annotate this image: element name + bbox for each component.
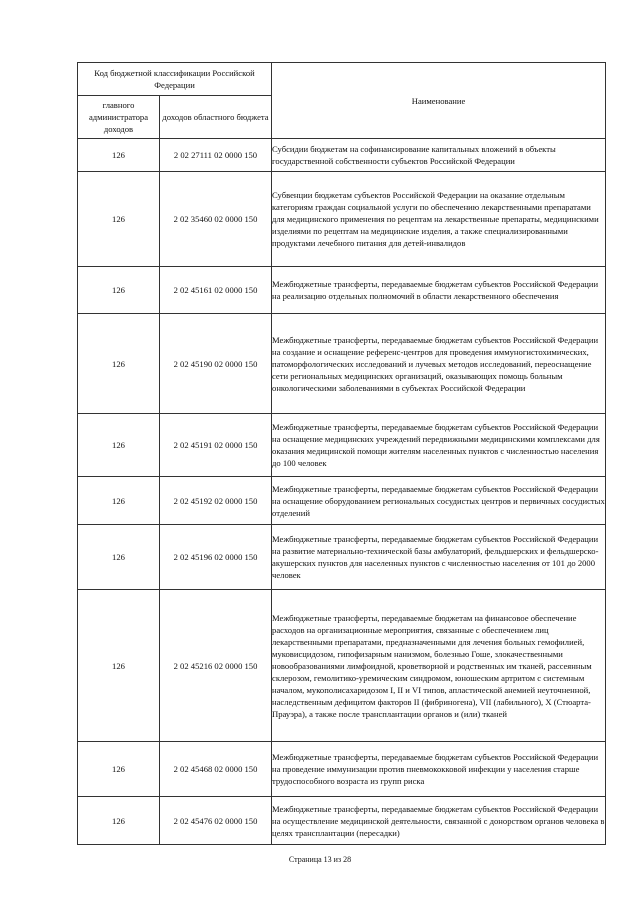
admin-code-cell: 126 [78,314,160,414]
description-cell: Субсидии бюджетам на софинансирование капитальных вложений в объекты государственной собственности субъектов Российской Федерации [272,139,606,172]
table-row [78,590,606,742]
table-row [78,414,606,477]
description-cell: Межбюджетные трансферты, передаваемые бюджетам субъектов Российской Федерации на развитие материально-технической базы амбулаторий, фельдшерских и фельдшерско-акушерских пунктов для населенных пунктов с численностью населения от 101 до 2000 человек [272,525,606,590]
description-cell: Межбюджетные трансферты, передаваемые бюджетам субъектов Российской Федерации на осуществление медицинской деятельности, связанной с донорством органов человека в целях трансплантации (пересадки) [272,797,606,845]
table-row [78,477,606,525]
revenue-code-cell: 2 02 45191 02 0000 150 [160,414,272,477]
admin-code-cell: 126 [78,267,160,314]
revenue-code-cell: 2 02 45161 02 0000 150 [160,267,272,314]
table-row [78,742,606,797]
revenue-code-cell: 2 02 45468 02 0000 150 [160,742,272,797]
table-row [78,267,606,314]
revenue-code-cell: 2 02 27111 02 0000 150 [160,139,272,172]
description-cell: Межбюджетные трансферты, передаваемые бюджетам субъектов Российской Федерации на реализацию отдельных полномочий в области лекарственного обеспечения [272,267,606,314]
revenue-code-cell: 2 02 45192 02 0000 150 [160,477,272,525]
table-header-row [78,63,606,96]
description-cell: Межбюджетные трансферты, передаваемые бюджетам субъектов Российской Федерации на оснащение медицинских учреждений передвижными медицинскими комплексами для оказания медицинской помощи жителям населенных пунктов с численностью населения до 100 человек [272,414,606,477]
admin-code-cell: 126 [78,414,160,477]
header-main-administrator: главного администратора доходов [78,96,160,139]
admin-code-cell: 126 [78,742,160,797]
table-row [78,314,606,414]
admin-code-cell: 126 [78,525,160,590]
table-row [78,797,606,845]
budget-classification-table [77,62,606,845]
header-budget-code-group: Код бюджетной классификации Российской Федерации [78,63,272,96]
admin-code-cell: 126 [78,797,160,845]
header-name: Наименование [272,63,606,139]
revenue-code-cell: 2 02 45216 02 0000 150 [160,590,272,742]
admin-code-cell: 126 [78,590,160,742]
table-row [78,139,606,172]
admin-code-cell: 126 [78,477,160,525]
revenue-code-cell: 2 02 45196 02 0000 150 [160,525,272,590]
description-cell: Межбюджетные трансферты, передаваемые бюджетам субъектов Российской Федерации на проведение иммунизации против пневмококковой инфекции у населения старше трудоспособного возраста из групп риска [272,742,606,797]
revenue-code-cell: 2 02 45476 02 0000 150 [160,797,272,845]
description-cell: Межбюджетные трансферты, передаваемые бюджетам субъектов Российской Федерации на создание и оснащение референс-центров для проведения иммуногистохимических, патоморфологических исследований и лучевых методов исследований, переоснащение сети региональных медицинских организаций, оказывающих помощь больным онкологическими заболеваниями в субъектах Российской Федерации [272,314,606,414]
header-regional-revenue: доходов областного бюджета [160,96,272,139]
description-cell: Субвенции бюджетам субъектов Российской Федерации на оказание отдельным категориям граждан социальной услуги по обеспечению лекарственными препаратами для медицинского применения по рецептам на лекарственные препараты, медицинскими изделиями по рецептам на медицинские изделия, а также специализированными продуктами лечебного питания для детей-инвалидов [272,172,606,267]
description-cell: Межбюджетные трансферты, передаваемые бюджетам субъектов Российской Федерации на оснащение оборудованием региональных сосудистых центров и первичных сосудистых отделений [272,477,606,525]
table-row [78,172,606,267]
table-row [78,525,606,590]
admin-code-cell: 126 [78,139,160,172]
admin-code-cell: 126 [78,172,160,267]
description-cell: Межбюджетные трансферты, передаваемые бюджетам на финансовое обеспечение расходов на организационные мероприятия, связанные с обеспечением лиц лекарственными препаратами, предназначенными для лечения больных гемофилией, муковисцидозом, гипофизарным нанизмом, болезнью Гоше, злокачественными новообразованиями лимфоидной, кроветворной и родственных им тканей, рассеянным склерозом, гемолитико-уремическим синдромом, юношеским артритом с системным началом, мукополисахаридозом I, II и VI типов, апластической анемией неуточненной, наследственным дефицитом факторов II (фибриногена), VII (лабильного), X (Стюарта-Прауэра), а также после трансплантации органов и (или) тканей [272,590,606,742]
revenue-code-cell: 2 02 45190 02 0000 150 [160,314,272,414]
page-number: Страница 13 из 28 [288,855,352,864]
revenue-code-cell: 2 02 35460 02 0000 150 [160,172,272,267]
